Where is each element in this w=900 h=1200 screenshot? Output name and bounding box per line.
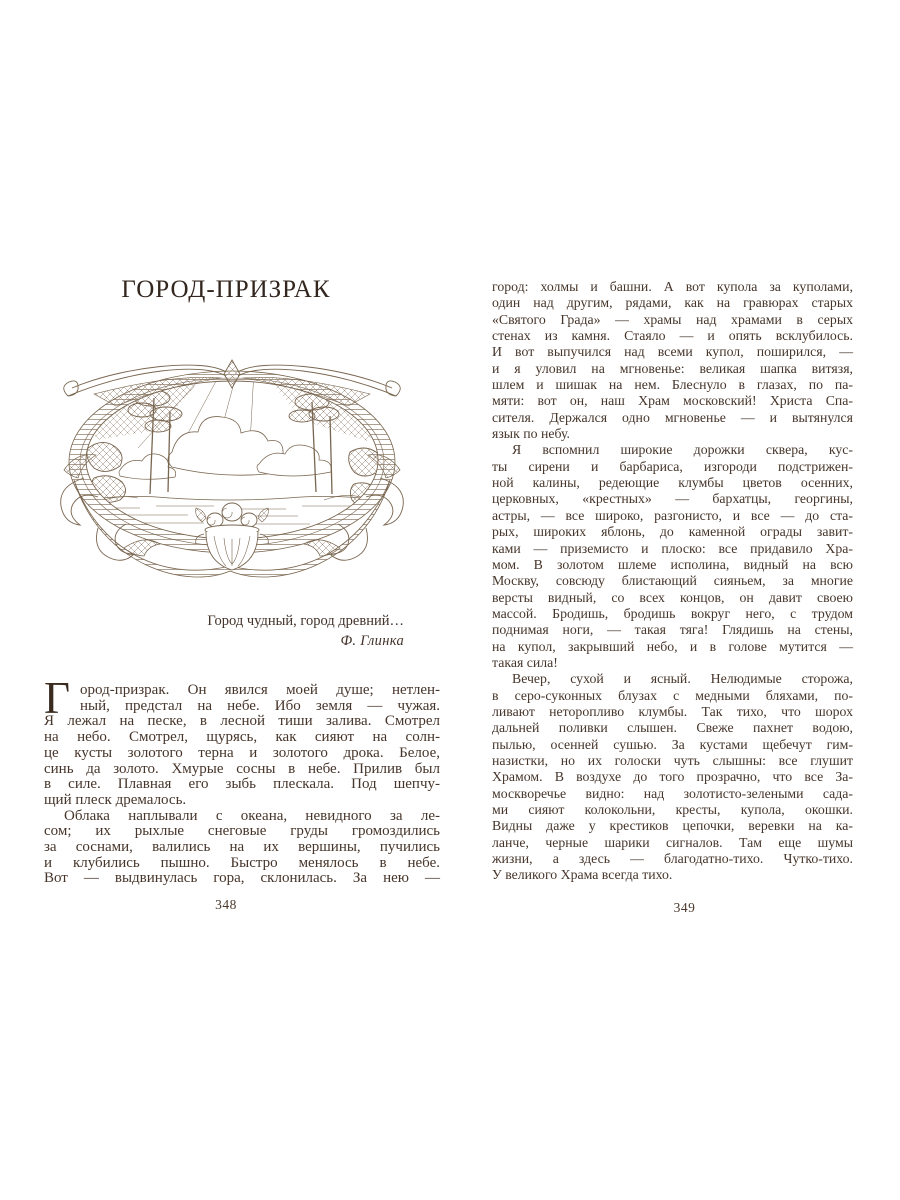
text-line: и клубились пышно. Быстро менялось в небе.	[44, 854, 440, 871]
text-line: за соснами, валились на их вершины, пучились	[44, 839, 440, 856]
text-line: на небо. Смотрел, щурясь, как сияют на солн-	[44, 729, 440, 746]
text-line: ми сияют колокольни, кресты, купола, окошки.	[492, 802, 853, 817]
text-line: астры, — все широко, разгонисто, и все — до ста-	[492, 507, 853, 523]
epigraph-text: Город чудный, город древний…	[207, 613, 404, 629]
text-line: це кусты золотого терна и золотого дрока. Белое,	[44, 744, 440, 761]
text-line: такая сила!	[492, 654, 558, 670]
text-line: жизни, а здесь — благодатно-тихо. Чутко-тихо.	[492, 851, 853, 867]
text-line: мяти: вот он, наш Храм московский! Христа Спа-	[492, 393, 853, 409]
text-line: язык по небу.	[492, 426, 570, 442]
text-line: ной калины, редеющие клумбы цветов осенних,	[492, 475, 853, 491]
text-line: рых, широких яблонь, до каменной ограды завит-	[492, 524, 853, 540]
epigraph-attribution: Ф. Глинка	[340, 632, 404, 649]
text-line: один над другим, рядами, как на гравюрах старых	[492, 295, 853, 311]
text-line: церковных, «крестных» — бархатцы, георгины,	[492, 491, 853, 507]
text-line: ты сирени и барбариса, изгороди подстрижен-	[492, 458, 853, 474]
text-line: сителя. Держался одно мгновенье — и вытянулся	[492, 409, 853, 425]
page-number-left: 348	[215, 897, 237, 912]
text-line: ланче, черные шарики сигналов. Там еще шумы	[492, 834, 853, 850]
text-line: И вот выпучился над всеми купол, поширился, —	[492, 344, 853, 360]
paragraph	[44, 809, 440, 888]
text-line: на купол, закрывший небо, и в голове мутится —	[492, 638, 853, 654]
paragraph	[492, 279, 853, 442]
text-line: мом. В золотом шлеме исполина, видный на всю	[492, 556, 853, 572]
text-line: шлем и шишак на нем. Блеснуло в глазах, по па-	[492, 377, 853, 393]
vignette-illustration	[54, 352, 410, 588]
chapter-title: ГОРОД-ПРИЗРАК	[121, 276, 331, 303]
text-line: пылью, осенней сушью. За кустами щебечут гим-	[492, 736, 853, 752]
paragraph	[492, 671, 853, 883]
text-line: щий плеск дремалось.	[44, 791, 187, 808]
text-line: Храмом. В воздухе до того прозрачно, что все За-	[492, 769, 853, 785]
text-line: У великого Храма всегда тихо.	[492, 867, 673, 883]
text-line: дальней поливки слышен. Свеже пахнет водою,	[492, 720, 853, 736]
text-line: Видны даже у крестиков цепочки, веревки на ка-	[492, 818, 853, 834]
left-page-text	[44, 673, 440, 887]
text-line: в серо-суконных блузах с медными бляхами, по-	[492, 687, 853, 703]
drop-cap: Г	[44, 673, 71, 723]
left-page	[44, 276, 440, 936]
text-line: Вот — выдвинулась гора, склонилась. За нею —	[44, 870, 440, 887]
text-line: ород-призрак. Он явился моей душе; нетлен-	[80, 682, 440, 698]
text-line: синь да золото. Хмурые сосны в небе. Прилив был	[44, 760, 440, 777]
text-line: и я уловил на мгновенье: великая шапка витязя,	[492, 360, 853, 376]
right-page-text	[492, 279, 853, 884]
text-line: в силе. Плавная его зыбь плескала. Под шепчу-	[44, 776, 440, 793]
text-line: «Святого Града» — храмы над храмами в серых	[492, 311, 853, 327]
text-line: Я вспомнил широкие дорожки сквера, кус-	[512, 442, 853, 458]
text-line: массой. Бродишь, бродишь вокруг него, с трудом	[492, 605, 853, 621]
page-number-right: 349	[673, 900, 696, 915]
epigraph	[44, 612, 404, 651]
text-line: сом; их рыхлые снеговые груды громоздились	[44, 823, 440, 840]
text-line: ками — приземисто и плоско: все придавило Хра-	[492, 540, 853, 556]
paragraph	[44, 673, 440, 809]
text-line: ный, предстал на небе. Ибо земля — чужая.	[80, 697, 440, 714]
text-line: москворечье видно: над золотисто-зелеными сада-	[492, 785, 853, 801]
text-line: Вечер, сухой и ясный. Нелюдимые сторожа,	[512, 671, 853, 687]
text-line: стенах из камня. Стаяло — и опять всклубилось.	[492, 328, 853, 344]
paragraph	[492, 442, 853, 671]
text-line: версты видный, со всех концов, он давит своею	[492, 589, 853, 605]
text-line: назистки, но их голоски чуть слышны: все глушит	[492, 752, 853, 768]
text-line: поднимая ноги, — такая тяга! Глядишь на стены,	[492, 622, 853, 638]
text-line: Москву, совсюду блистающий сияньем, за многие	[492, 573, 853, 589]
text-line: Облака наплывали с океана, невидного за ле-	[64, 807, 440, 824]
text-line: ливают неторопливо клумбы. Так тихо, что шорох	[492, 703, 853, 719]
text-line: город: холмы и башни. А вот купола за куполами,	[492, 279, 853, 294]
right-page	[492, 279, 853, 939]
text-line: Я лежал на песке, в лесной тиши залива. Смотрел	[44, 713, 440, 730]
